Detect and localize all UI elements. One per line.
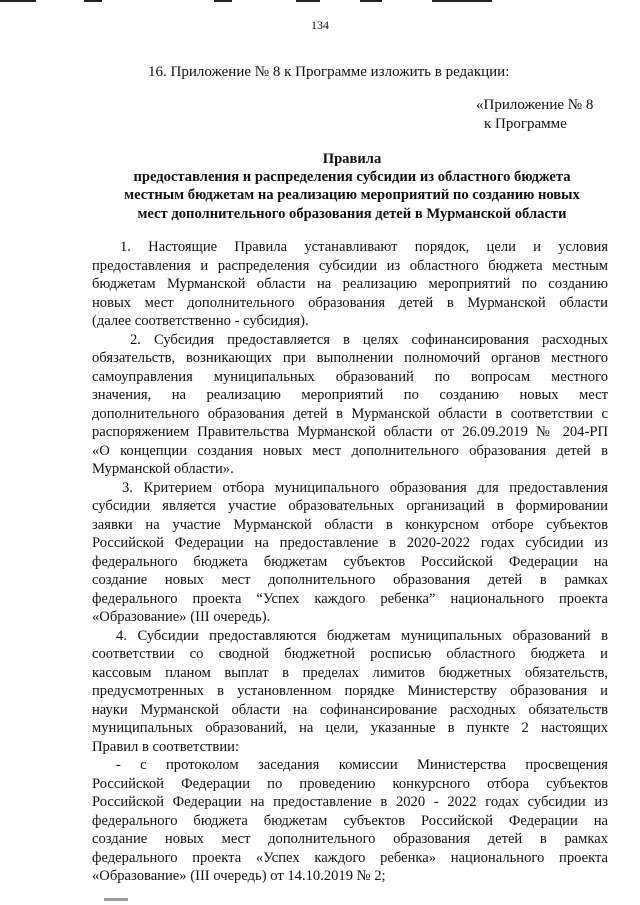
title-line: Правила bbox=[322, 151, 382, 167]
paragraph-4 bbox=[92, 627, 608, 757]
title-line: местным бюджетам на реализацию мероприятий по созданию новых bbox=[124, 187, 580, 204]
paragraph-line: муниципальных образований, на цели, указанные в пункте 2 настоящих bbox=[92, 720, 608, 736]
paragraph-line: создание новых мест дополнительного образования детей в рамках bbox=[92, 831, 608, 847]
paragraph-line: Правил в соответствии: bbox=[92, 738, 239, 755]
bottom-scan-mark bbox=[104, 898, 128, 901]
paragraph-line: субсидии является участие образовательных организаций в формировании bbox=[92, 498, 608, 514]
appendix-reference-line: к Программе bbox=[484, 116, 567, 132]
paragraph-line: 2. Субсидия предоставляется в целях софинансирования расходных bbox=[130, 331, 608, 348]
paragraph-line: науки Мурманской области на софинансирование расходных обязательств bbox=[92, 701, 608, 718]
paragraph-line: значения, на реализацию мероприятий по созданию новых мест bbox=[92, 387, 608, 403]
paragraph-2 bbox=[92, 331, 608, 479]
paragraph-5 bbox=[92, 756, 608, 886]
paragraph-line: «Образование» (III очередь). bbox=[92, 609, 271, 625]
paragraph-line: 1. Настоящие Правила устанавливают порядок, цели и условия bbox=[120, 239, 608, 255]
top-scan-mark bbox=[0, 0, 36, 2]
paragraph-line: федерального бюджета бюджетам субъектов Российской Федерации на bbox=[92, 812, 608, 829]
paragraph-line: федерального бюджета бюджетам субъектов Российской Федерации на bbox=[92, 553, 608, 570]
paragraph-line: федерального проекта «Успех каждого ребенка» национального проекта bbox=[92, 849, 608, 866]
paragraph-line: 4. Субсидии предоставляются бюджетам муниципальных образований в bbox=[116, 627, 608, 644]
paragraph-line: Российской Федерации на предоставление в 2020-2022 годах субсидии из bbox=[92, 535, 608, 551]
amendment-intro: 16. Приложение № 8 к Программе изложить в редакции: bbox=[148, 64, 510, 80]
paragraph-line: «О концепции создания новых мест дополнительного образования детей в bbox=[92, 442, 608, 459]
paragraph-line: обязательств, возникающих при выполнении полномочий органов местного bbox=[92, 350, 608, 366]
top-scan-mark bbox=[84, 0, 102, 2]
title-line: мест дополнительного образования детей в Мурманской области bbox=[137, 205, 567, 222]
paragraph-line: «Образование» (III очередь) от 14.10.2019 № 2; bbox=[92, 868, 386, 884]
paragraph-3 bbox=[92, 479, 608, 627]
paragraph-line: Российской Федерации на предоставление в 2020 - 2022 годах субсидии из bbox=[92, 794, 608, 810]
paragraph-line: предоставления и распределения субсидии из областного бюджета местным bbox=[92, 257, 608, 274]
appendix-reference bbox=[476, 96, 593, 134]
paragraph-line: создание новых мест дополнительного образования детей в рамках bbox=[92, 572, 608, 588]
paragraph-line: новых мест дополнительного образования детей в Мурманской области bbox=[92, 294, 608, 311]
top-scan-mark bbox=[214, 0, 232, 2]
title-line: предоставления и распределения субсидии из областного бюджета bbox=[133, 169, 571, 186]
paragraph-line: - с протоколом заседания комиссии Министерства просвещения bbox=[116, 757, 608, 773]
paragraph-line: Российской Федерации по проведению конкурсного отбора субъектов bbox=[92, 775, 608, 792]
paragraph-line: 3. Критерием отбора муниципального образования для предоставления bbox=[122, 479, 608, 496]
paragraph-line: предусмотренных в установленном порядке Министерству образования и bbox=[92, 683, 608, 699]
paragraph-line: бюджетам Мурманской области на реализацию мероприятий по созданию bbox=[92, 276, 608, 292]
top-scan-mark bbox=[432, 0, 492, 2]
paragraph-line: федерального проекта “Успех каждого ребенка” национального проекта bbox=[92, 590, 608, 607]
paragraph-line: распоряжением Правительства Мурманской области от 26.09.2019 № 204-РП bbox=[92, 424, 608, 440]
appendix-reference-line: «Приложение № 8 bbox=[476, 97, 594, 113]
paragraph-1 bbox=[92, 238, 608, 331]
document-body bbox=[92, 238, 608, 886]
paragraph-line: (далее соответственно - субсидия). bbox=[92, 313, 309, 329]
paragraph-line: дополнительного образования детей в Мурманской области в соответствии с bbox=[92, 405, 608, 422]
paragraph-line: кассовым планом выплат в пределах лимитов бюджетных обязательств, bbox=[92, 664, 608, 681]
paragraph-line: самоуправления муниципальных образований по вопросам местного bbox=[92, 368, 608, 385]
paragraph-line: заявки на участие Мурманской области в конкурсном отборе субъектов bbox=[92, 516, 608, 533]
top-scan-mark bbox=[296, 0, 320, 2]
page-number: 134 bbox=[311, 18, 329, 32]
paragraph-line: Мурманской области». bbox=[92, 461, 234, 477]
paragraph-line: соответствии со сводной бюджетной росписью областного бюджета и bbox=[92, 646, 608, 662]
document-title bbox=[92, 150, 612, 223]
top-scan-mark bbox=[360, 0, 382, 2]
